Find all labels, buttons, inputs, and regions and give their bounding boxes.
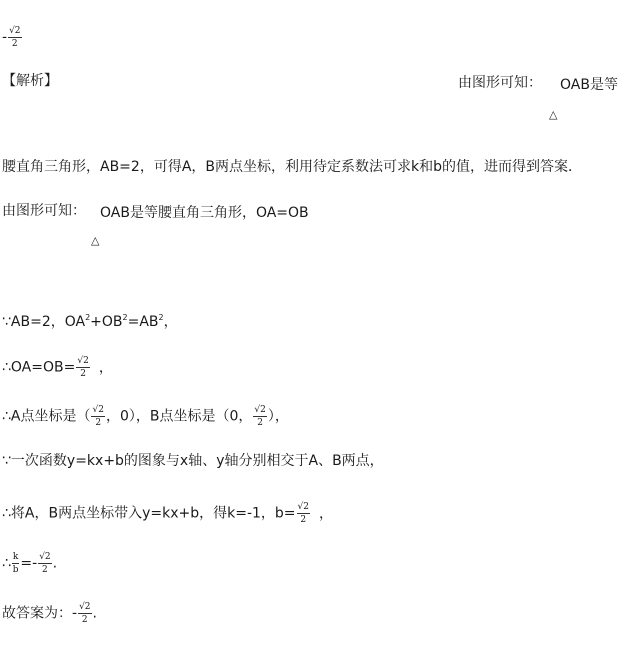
analysis-right-text: 由图形可知： xyxy=(458,75,542,91)
fraction: $\frac{√2}{2}$ xyxy=(79,602,91,625)
pythagoras-line: ∵AB=2，$OA^2+OB^2=AB^2$， xyxy=(2,313,178,330)
figure-text: 由图形可知： xyxy=(2,203,86,219)
analysis-line: 腰直角三角形，AB=2，可得A，B两点坐标，利用待定系数法可求k和b的值，进而得到答案． xyxy=(2,159,582,175)
analysis-right-obj: OAB是等 xyxy=(560,77,618,93)
oa-ob-line: ∴OA=OB= $\frac{√2}{2}$ ， xyxy=(2,356,113,379)
fraction: $\frac{√2}{2}$ xyxy=(297,502,309,525)
triangle-symbol: △ xyxy=(91,234,100,247)
analysis-label: 【解析】 xyxy=(2,73,58,89)
coordinates-line: ∴A点坐标是（ $\frac{√2}{2}$ ，0），B点坐标是（0， $\frac{√2}{2}$ ）， xyxy=(2,405,289,428)
fraction: $\frac{√2}{2}$ xyxy=(77,356,89,379)
ratio-line: ∴ $\frac{k}{b}$ =- $\frac{√2}{2}$ . xyxy=(2,552,58,575)
fraction: $\frac{√2}{2}$ xyxy=(254,405,266,428)
minus-sign: - xyxy=(2,29,8,46)
fraction: $\frac{k}{b}$ xyxy=(12,552,19,575)
figure-text-b: OAB是等腰直角三角形，OA=OB xyxy=(100,205,309,221)
fraction: $\frac{√2}{2}$ xyxy=(9,26,21,49)
top-answer xyxy=(2,26,23,49)
function-line: ∵一次函数y=kx+b的图象与x轴、y轴分别相交于A、B两点， xyxy=(2,453,384,469)
fraction: $\frac{√2}{2}$ xyxy=(39,552,51,575)
final-answer-line: 故答案为：- $\frac{√2}{2}$ . xyxy=(2,602,97,625)
triangle-symbol: △ xyxy=(549,108,558,121)
fraction: $\frac{√2}{2}$ xyxy=(92,405,104,428)
substitute-line: ∴将A，B两点坐标带入y=kx+b，得k=-1，b= $\frac{√2}{2}$ ， xyxy=(2,502,333,525)
